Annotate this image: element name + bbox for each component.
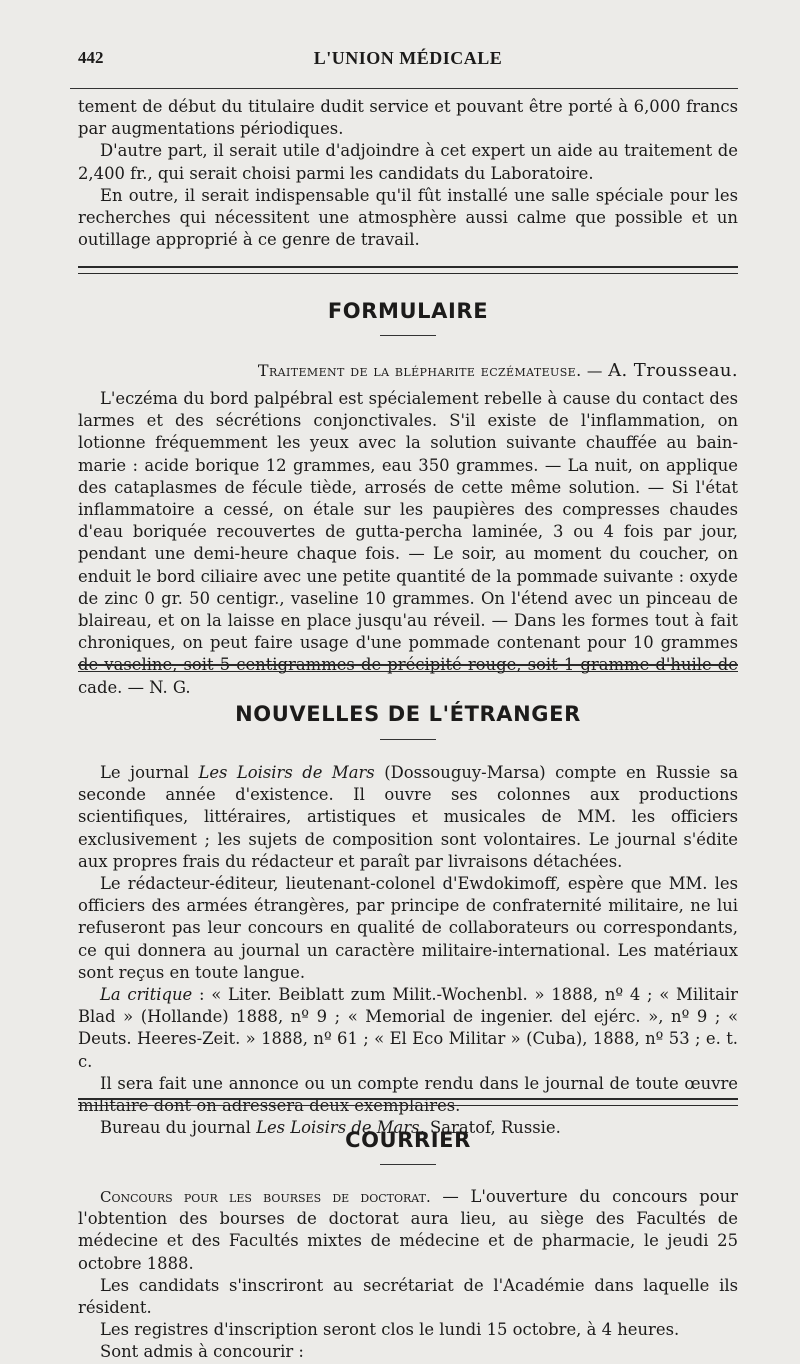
etranger-paragraph: Il sera fait une annonce ou un compte rendu dans le journal de toute œuvre militaire dont on adressera deux exemplaires. — [78, 1073, 738, 1116]
courrier-body — [78, 1186, 738, 1364]
header-rule — [70, 88, 738, 89]
formula-title: Traitement de la blépharite eczémateuse. — [257, 361, 582, 380]
intro-section — [78, 96, 738, 251]
heading-underline — [380, 1164, 436, 1165]
etranger-paragraph: Bureau du journal Les Loisirs de Mars, Saratof, Russie. — [100, 1118, 561, 1138]
formulaire-body — [78, 388, 738, 699]
page-header — [78, 46, 738, 74]
section-divider — [78, 664, 738, 672]
journal-name: Les Loisirs de Mars — [256, 1118, 420, 1138]
etranger-body — [78, 762, 738, 1139]
journal-title: L'UNION MÉDICALE — [313, 48, 503, 68]
courrier-topic: Concours pour les bourses de doctorat. — [100, 1188, 431, 1206]
formula-text: L'eczéma du bord palpébral est spécialement rebelle à cause du contact des larmes et des sécrétions conjonctivales. S'il existe de l'inflammation, on lotionne fréquemment les yeux avec la solution suivante chauffée au bain-marie : acide borique 12 grammes, eau 350 grammes. — La nuit, on applique des cataplasmes de fécule tiède, arrosés de cette même solution. — Si l'état inflammatoire a cessé, on étale sur les paupières des compresses chaudes d'eau boriquée recouvertes de gutta-percha laminée, 3 ou 4 fois par jour, pendant une demi-heure chaque fois. — Le soir, au moment du coucher, on enduit le bord ciliaire avec une petite quantité de la pommade suivante : oxyde de zinc 0 gr. 50 centigr., vaseline 10 grammes. On l'étend avec un pinceau de blaireau, et on la laisse en place jusqu'au réveil. — Dans les formes tout à fait chroniques, on peut faire usage d'une pommade contenant pour 10 grammes de vaseline, soit 5 centigrammes de précipité rouge, soit 1 gramme d'huile de cade. — N. G. — [78, 389, 738, 697]
dash: — — [586, 362, 603, 380]
courrier-paragraph: Concours pour les bourses de doctorat. — L'ouverture du concours pour l'obtention des bourses de doctorat aura lieu, au siège des Facultés de médecine et des Facultés mixtes de médecine et de pharmacie, le jeudi 25 octobre 1888. — [78, 1187, 738, 1273]
intro-paragraph: En outre, il serait indispensable qu'il fût installé une salle spéciale pour les recherches qui nécessitent une atmosphère aussi calme que possible et un outillage approprié à ce genre de travail. — [78, 185, 738, 250]
page-number: 442 — [78, 48, 104, 67]
section-heading-courrier: COURRIER — [345, 1128, 471, 1152]
courrier-paragraph: Les registres d'inscription seront clos le lundi 15 octobre, à 4 heures. — [100, 1320, 680, 1340]
section-divider — [78, 266, 738, 274]
journal-name: Les Loisirs de Mars — [198, 763, 375, 782]
section-heading-formulaire: FORMULAIRE — [327, 299, 489, 323]
etranger-paragraph: Le journal Les Loisirs de Mars (Dossouguy-Marsa) compte en Russie sa seconde année d'existence. Il ouvre ses colonnes aux productions scientifiques, littéraires, artistiques et musicales de MM. les officiers exclusivement ; les sujets de composition sont volontaires. Le journal s'édite aux propres frais du rédacteur et paraît par livraisons détachées. — [78, 763, 739, 871]
formula-subtitle — [78, 360, 738, 381]
heading-underline — [380, 335, 436, 336]
intro-paragraph: tement de début du titulaire dudit service et pouvant être porté à 6,000 francs par augmentations périodiques. — [78, 97, 738, 139]
intro-paragraph: D'autre part, il serait utile d'adjoindre à cet expert un aide au traitement de 2,400 fr., qui serait choisi parmi les candidats du Laboratoire. — [78, 141, 738, 183]
section-divider — [78, 1098, 738, 1106]
etranger-paragraph: Le rédacteur-éditeur, lieutenant-colonel d'Ewdokimoff, espère que MM. les officiers des armées étrangères, par principe de confraternité militaire, ne lui refuseront pas leur concours en qualité de collaborateurs ou correspondants, ce qui donnera au journal un caractère militaire-international. Les matériaux sont reçus en toute langue. — [78, 874, 738, 982]
etranger-paragraph: La critique : « Liter. Beiblatt zum Milit.-Wochenbl. » 1888, nº 4 ; « Militair Blad » (Hollande) 1888, nº 9 ; « Memorial de ingenier. del ejérc. », nº 9 ; « Deuts. Heeres-Zeit. » 1888, nº 61 ; « El Eco Militar » (Cuba), 1888, nº 53 ; e. t. c. — [78, 985, 739, 1071]
heading-underline — [380, 739, 436, 740]
courrier-paragraph: Sont admis à concourir : — [100, 1342, 304, 1362]
critique-label: La critique — [100, 985, 193, 1005]
courrier-paragraph: Les candidats s'inscriront au secrétariat de l'Académie dans laquelle ils résident. — [78, 1275, 738, 1318]
section-heading-etranger: NOUVELLES DE L'ÉTRANGER — [235, 702, 581, 726]
formula-author: A. Trousseau. — [608, 360, 738, 381]
